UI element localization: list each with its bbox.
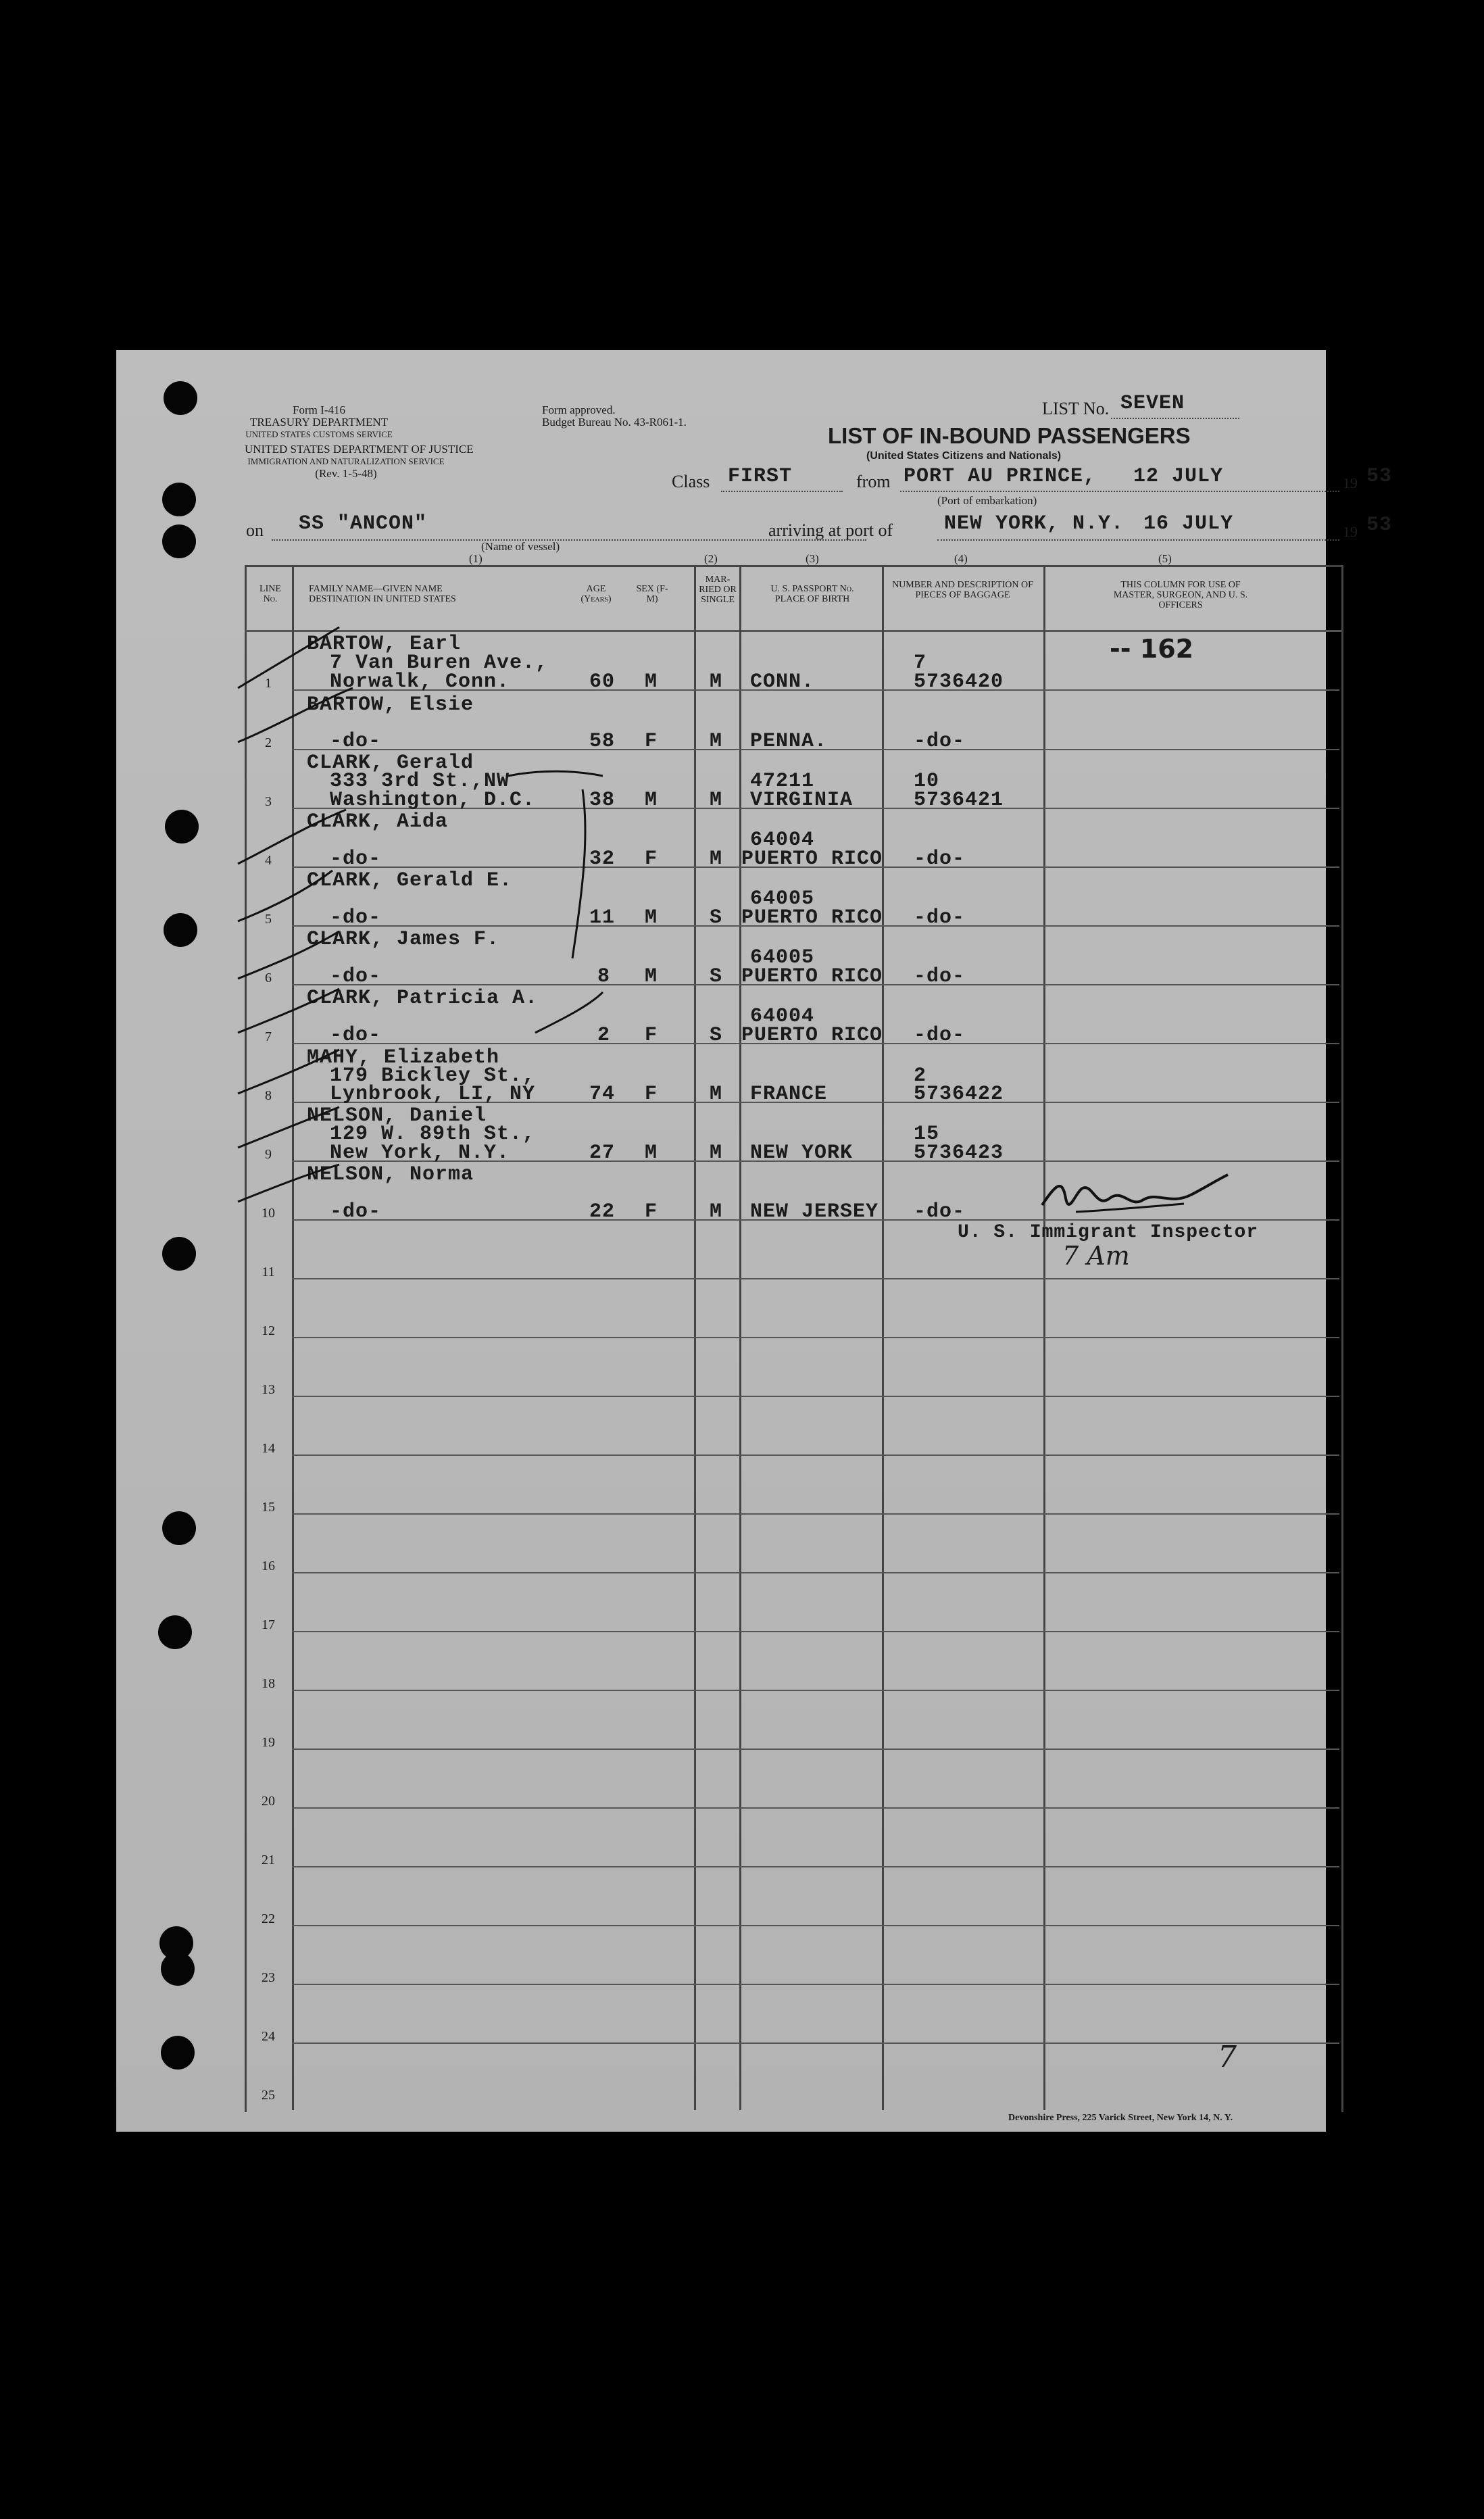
passenger-sex: F bbox=[645, 1024, 658, 1047]
line-number: 1 bbox=[265, 676, 272, 691]
form-revision: (Rev. 1-5-48) bbox=[315, 467, 377, 480]
line-number: 22 bbox=[262, 1911, 275, 1926]
baggage-number: -do- bbox=[914, 730, 966, 753]
row-rule bbox=[292, 1572, 1339, 1573]
passenger-sex: F bbox=[645, 730, 658, 753]
count-annotation: -- 162 bbox=[1110, 634, 1194, 664]
passenger-birthplace: NEW JERSEY bbox=[750, 1200, 879, 1223]
class-label: Class bbox=[672, 472, 710, 491]
passenger-address: Washington, D.C. bbox=[330, 789, 536, 812]
passenger-name: CLARK, Patricia A. bbox=[307, 987, 539, 1010]
line-number: 24 bbox=[262, 2029, 275, 2044]
arriving-label: arriving at port of bbox=[768, 520, 893, 540]
passenger-address: 179 Bickley St., bbox=[330, 1065, 536, 1087]
row-rule bbox=[292, 1396, 1339, 1397]
line-number: 23 bbox=[262, 1970, 275, 1985]
header-name: FAMILY NAME—GIVEN NAME DESTINATION IN UNITED STATES bbox=[309, 584, 456, 604]
passenger-name: BARTOW, Earl bbox=[307, 633, 462, 656]
line-number: 7 bbox=[265, 1029, 272, 1044]
embarkation-date: 12 JULY bbox=[1133, 465, 1224, 488]
passenger-age: 60 bbox=[589, 670, 616, 693]
passenger-address: -do- bbox=[330, 730, 382, 753]
department-treasury-sub: UNITED STATES CUSTOMS SERVICE bbox=[245, 429, 393, 439]
passenger-birthplace: FRANCE bbox=[750, 1083, 828, 1106]
vessel-note: (Name of vessel) bbox=[481, 540, 560, 553]
passenger-address: 129 W. 89th St., bbox=[330, 1123, 536, 1146]
punch-hole bbox=[161, 2036, 195, 2070]
header-baggage: NUMBER AND DESCRIPTION OF PIECES OF BAGGAGE bbox=[892, 580, 1033, 600]
passenger-age: 32 bbox=[589, 848, 616, 871]
passenger-name: BARTOW, Elsie bbox=[307, 693, 474, 716]
passenger-marital: M bbox=[710, 1142, 723, 1165]
baggage-number: -do- bbox=[914, 1200, 966, 1223]
passenger-birthplace: PENNA. bbox=[750, 730, 828, 753]
passenger-age: 8 bbox=[597, 965, 611, 988]
arrival-year: 53 bbox=[1366, 514, 1393, 537]
passenger-marital: S bbox=[710, 1024, 723, 1047]
passenger-passport: 64005 bbox=[750, 887, 815, 910]
line-number: 9 bbox=[265, 1147, 272, 1162]
header-officers: THIS COLUMN FOR USE OF MASTER, SURGEON, AND U. S. OFFICERS bbox=[1113, 580, 1248, 610]
year-prefix: 19 bbox=[1343, 474, 1358, 491]
passenger-age: 38 bbox=[589, 789, 616, 812]
row-rule bbox=[292, 2043, 1339, 2044]
passenger-age: 22 bbox=[589, 1200, 616, 1223]
punch-hole bbox=[158, 1615, 192, 1649]
line-number: 15 bbox=[262, 1500, 275, 1515]
line-number: 19 bbox=[262, 1735, 275, 1750]
passenger-name: NELSON, Daniel bbox=[307, 1104, 487, 1127]
baggage-count: 15 bbox=[914, 1123, 940, 1146]
from-label: from bbox=[856, 472, 891, 491]
passenger-birthplace: PUERTO RICO bbox=[741, 906, 883, 929]
baggage-number: 5736421 bbox=[914, 789, 1004, 812]
baggage-number: -do- bbox=[914, 1024, 966, 1047]
line-number: 10 bbox=[262, 1206, 275, 1221]
passenger-address: Norwalk, Conn. bbox=[330, 670, 510, 693]
baggage-count: 7 bbox=[914, 652, 927, 675]
corner-mark: 7 bbox=[1218, 2040, 1237, 2074]
passenger-sex: M bbox=[645, 670, 658, 693]
passenger-sex: F bbox=[645, 1200, 658, 1223]
row-rule bbox=[292, 1631, 1339, 1632]
row-rule bbox=[292, 1278, 1339, 1279]
department-justice-sub: IMMIGRATION AND NATURALIZATION SERVICE bbox=[247, 456, 445, 466]
passenger-passport: 64005 bbox=[750, 946, 815, 969]
line-number: 18 bbox=[262, 1676, 275, 1691]
baggage-number: 5736420 bbox=[914, 670, 1004, 693]
passenger-passport: 47211 bbox=[750, 770, 815, 793]
row-rule bbox=[292, 1337, 1339, 1338]
passenger-name: CLARK, James F. bbox=[307, 928, 500, 951]
baggage-number: -do- bbox=[914, 906, 966, 929]
passenger-name: CLARK, Gerald E. bbox=[307, 869, 513, 892]
passenger-marital: S bbox=[710, 906, 723, 929]
passenger-name: NELSON, Norma bbox=[307, 1163, 474, 1186]
baggage-number: -do- bbox=[914, 848, 966, 871]
passenger-address: -do- bbox=[330, 1200, 382, 1223]
document-subtitle: (United States Citizens and Nationals) bbox=[866, 450, 1062, 462]
passenger-birthplace: PUERTO RICO bbox=[741, 848, 883, 871]
passenger-age: 27 bbox=[589, 1142, 616, 1165]
arrival-date: 16 JULY bbox=[1143, 512, 1234, 535]
passenger-address: -do- bbox=[330, 965, 382, 988]
line-number: 21 bbox=[262, 1853, 275, 1867]
embarkation-year: 53 bbox=[1366, 465, 1393, 488]
passenger-marital: M bbox=[710, 848, 723, 871]
passenger-age: 2 bbox=[597, 1024, 611, 1047]
passenger-birthplace: NEW YORK bbox=[750, 1142, 854, 1165]
line-number: 16 bbox=[262, 1559, 275, 1573]
punch-hole bbox=[162, 1237, 196, 1271]
line-number: 4 bbox=[265, 853, 272, 868]
passenger-marital: S bbox=[710, 965, 723, 988]
time-annotation: 7 Am bbox=[1062, 1241, 1130, 1271]
line-number: 14 bbox=[262, 1441, 275, 1456]
line-number: 2 bbox=[265, 735, 272, 750]
passenger-address: 333 3rd St.,NW bbox=[330, 770, 510, 793]
line-number: 5 bbox=[265, 912, 272, 927]
arrival-port: NEW YORK, N.Y. bbox=[944, 512, 1124, 535]
vessel-name: SS "ANCON" bbox=[299, 512, 428, 535]
list-number-value: SEVEN bbox=[1120, 392, 1185, 415]
line-number: 6 bbox=[265, 971, 272, 985]
passenger-address: -do- bbox=[330, 1024, 382, 1047]
baggage-count: 10 bbox=[914, 770, 940, 793]
passenger-name: CLARK, Aida bbox=[307, 810, 449, 833]
handwritten-marks bbox=[116, 350, 1326, 1229]
passenger-marital: M bbox=[710, 1200, 723, 1223]
passenger-birthplace: PUERTO RICO bbox=[741, 1024, 883, 1047]
passenger-birthplace: VIRGINIA bbox=[750, 789, 854, 812]
punch-hole bbox=[162, 1511, 196, 1545]
passenger-sex: M bbox=[645, 906, 658, 929]
header-age: AGE (Years) bbox=[580, 584, 612, 604]
passenger-passport: 64004 bbox=[750, 1005, 815, 1028]
form-number: Form I-416 bbox=[293, 403, 345, 416]
column-number: (2) bbox=[704, 552, 718, 565]
passenger-marital: M bbox=[710, 789, 723, 812]
embarkation-port: PORT AU PRINCE, bbox=[904, 465, 1097, 488]
header-married: MAR- RIED OR SINGLE bbox=[699, 574, 737, 605]
line-number: 20 bbox=[262, 1794, 275, 1809]
passenger-address: -do- bbox=[330, 848, 382, 871]
row-rule bbox=[292, 1690, 1339, 1691]
punch-hole bbox=[161, 1952, 195, 1986]
manifest-sheet bbox=[116, 350, 1393, 2132]
column-number: (4) bbox=[954, 552, 968, 565]
passenger-sex: F bbox=[645, 1083, 658, 1106]
column-number: (1) bbox=[469, 552, 483, 565]
passenger-age: 11 bbox=[589, 906, 616, 929]
passenger-marital: M bbox=[710, 730, 723, 753]
row-rule bbox=[292, 1748, 1339, 1750]
list-number-label: LIST No. bbox=[1042, 399, 1110, 418]
row-rule bbox=[292, 1866, 1339, 1867]
row-rule bbox=[292, 1454, 1339, 1456]
header-passport: U. S. PASSPORT No. PLACE OF BIRTH bbox=[770, 584, 854, 604]
printer-imprint: Devonshire Press, 225 Varick Street, New York 14, N. Y. bbox=[1008, 2113, 1233, 2123]
passenger-sex: M bbox=[645, 965, 658, 988]
passenger-sex: M bbox=[645, 1142, 658, 1165]
passenger-sex: F bbox=[645, 848, 658, 871]
header-sex: SEX (F-M) bbox=[636, 584, 668, 604]
passenger-address: 7 Van Buren Ave., bbox=[330, 652, 549, 675]
column-number: (3) bbox=[806, 552, 819, 565]
header-line-no: LINE No. bbox=[259, 584, 281, 604]
inspector-title: U. S. Immigrant Inspector bbox=[958, 1222, 1259, 1243]
passenger-sex: M bbox=[645, 789, 658, 812]
passenger-birthplace: PUERTO RICO bbox=[741, 965, 883, 988]
year-prefix: 19 bbox=[1343, 523, 1358, 540]
line-number: 11 bbox=[262, 1265, 275, 1279]
line-number: 3 bbox=[265, 794, 272, 809]
line-number: 17 bbox=[262, 1617, 275, 1632]
passenger-age: 74 bbox=[589, 1083, 616, 1106]
embarkation-note: (Port of embarkation) bbox=[937, 494, 1037, 507]
passenger-birthplace: CONN. bbox=[750, 670, 815, 693]
baggage-number: -do- bbox=[914, 965, 966, 988]
baggage-count: 2 bbox=[914, 1065, 927, 1087]
passenger-name: MAHY, Elizabeth bbox=[307, 1046, 500, 1069]
line-number: 13 bbox=[262, 1382, 275, 1397]
class-value: FIRST bbox=[728, 465, 793, 488]
row-rule bbox=[292, 1513, 1339, 1515]
department-justice: UNITED STATES DEPARTMENT OF JUSTICE bbox=[245, 443, 474, 456]
passenger-address: -do- bbox=[330, 906, 382, 929]
line-number: 25 bbox=[262, 2088, 275, 2103]
line-number: 12 bbox=[262, 1323, 275, 1338]
passenger-marital: M bbox=[710, 670, 723, 693]
row-rule bbox=[292, 1925, 1339, 1926]
baggage-number: 5736423 bbox=[914, 1142, 1004, 1165]
passenger-marital: M bbox=[710, 1083, 723, 1106]
passenger-name: CLARK, Gerald bbox=[307, 752, 474, 775]
budget-number: Budget Bureau No. 43-R061-1. bbox=[542, 416, 687, 429]
row-rule bbox=[292, 1807, 1339, 1809]
line-number: 8 bbox=[265, 1088, 272, 1103]
passenger-passport: 64004 bbox=[750, 829, 815, 852]
passenger-age: 58 bbox=[589, 730, 616, 753]
baggage-number: 5736422 bbox=[914, 1083, 1004, 1106]
passenger-address: Lynbrook, LI, NY bbox=[330, 1083, 536, 1106]
vessel-on-label: on bbox=[246, 520, 264, 540]
document-title: LIST OF IN-BOUND PASSENGERS bbox=[828, 423, 1191, 448]
column-number: (5) bbox=[1158, 552, 1172, 565]
passenger-address: New York, N.Y. bbox=[330, 1142, 510, 1165]
approval-text: Form approved. bbox=[542, 403, 616, 416]
department-treasury: TREASURY DEPARTMENT bbox=[249, 416, 389, 429]
row-rule bbox=[292, 1984, 1339, 1985]
